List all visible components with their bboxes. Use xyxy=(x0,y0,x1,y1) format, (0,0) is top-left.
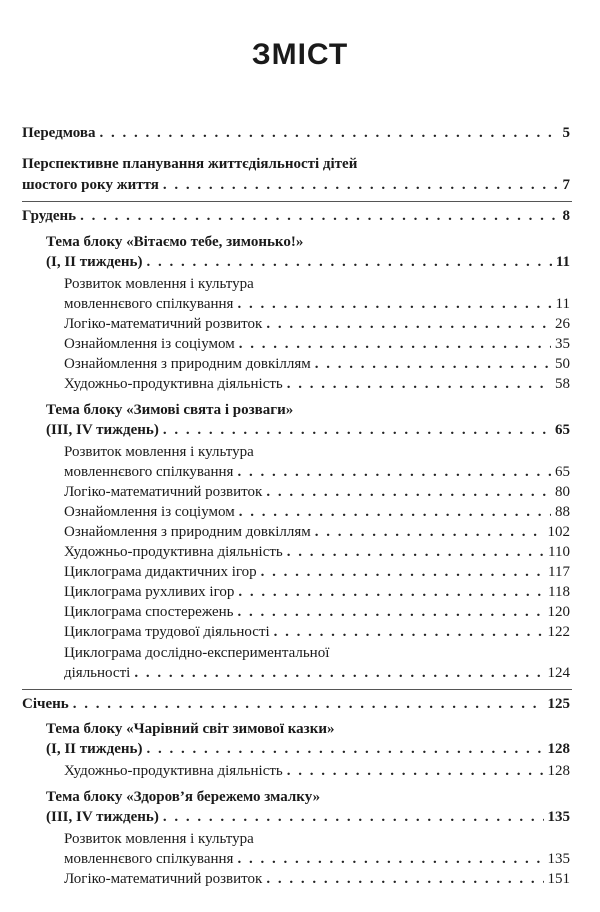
leader-dots xyxy=(73,694,544,714)
leader-dots xyxy=(237,462,551,482)
leader-dots xyxy=(237,294,551,314)
toc-entry-t2-doslid[interactable] xyxy=(64,663,570,683)
leader-dots xyxy=(134,663,543,683)
toc-entry-tema4[interactable] xyxy=(46,807,570,827)
toc-page-number: 135 xyxy=(547,809,570,825)
leader-dots xyxy=(287,761,544,781)
section-divider xyxy=(22,689,572,690)
toc-entry-label: Логіко-математичний розвиток xyxy=(64,484,263,500)
toc-page-number: 124 xyxy=(547,665,570,681)
toc-page-number: 125 xyxy=(547,696,570,712)
leader-dots xyxy=(163,420,551,440)
toc-entry-tema2[interactable] xyxy=(46,420,570,440)
toc-entry-sichen[interactable] xyxy=(22,694,570,714)
toc-entry-label: Січень xyxy=(22,696,69,712)
toc-page-number: 11 xyxy=(555,254,570,270)
toc-page-number: 35 xyxy=(555,336,570,352)
toc-entry-label: шостого року життя xyxy=(22,177,159,193)
toc-entry-label: Художньо-продуктивна діяльність xyxy=(64,544,283,560)
toc-entry-t2-rukhlyvi[interactable] xyxy=(64,582,570,602)
toc-page-number: 80 xyxy=(555,484,570,500)
toc-entry-hruden[interactable] xyxy=(22,206,570,226)
toc-page-number: 8 xyxy=(562,208,570,224)
toc-entry-label: Передмова xyxy=(22,125,96,141)
toc-entry-label: Ознайомлення з природним довкіллям xyxy=(64,356,311,372)
toc-page-number: 117 xyxy=(548,564,570,580)
toc-entry-tema3-line1[interactable]: Тема блоку «Чарівний світ зимової казки» xyxy=(46,721,335,737)
toc-page-number: 120 xyxy=(547,604,570,620)
leader-dots xyxy=(287,542,544,562)
toc-entry-t2-pryroda[interactable] xyxy=(64,522,570,542)
toc-entry-t2-didakt[interactable] xyxy=(64,562,570,582)
toc-entry-tema2-line1[interactable]: Тема блоку «Зимові свята і розваги» xyxy=(46,402,294,418)
toc-entry-t2-rozvytok-line1[interactable]: Розвиток мовлення і культура xyxy=(64,444,254,460)
leader-dots xyxy=(287,374,551,394)
toc-page-number: 102 xyxy=(547,524,570,540)
toc-page-number: 58 xyxy=(555,376,570,392)
toc-entry-label: (І, ІІ тиждень) xyxy=(46,741,143,757)
toc-entry-label: мовленнєвого спілкування xyxy=(64,851,234,867)
toc-entry-t1-khud[interactable] xyxy=(64,374,570,394)
toc-entry-t2-doslid-line1[interactable]: Циклограма дослідно-експериментальної xyxy=(64,645,330,661)
toc-entry-t4-logiko[interactable] xyxy=(64,869,570,889)
toc-entry-t1-pryroda[interactable] xyxy=(64,354,570,374)
leader-dots xyxy=(239,334,551,354)
toc-entry-t2-logiko[interactable] xyxy=(64,482,570,502)
toc-entry-tema1-line1[interactable]: Тема блоку «Вітаємо тебе, зимонько!» xyxy=(46,234,304,250)
toc-entry-tema1[interactable] xyxy=(46,252,570,272)
toc-entry-t1-logiko[interactable] xyxy=(64,314,570,334)
toc-entry-label: мовленнєвого спілкування xyxy=(64,464,234,480)
toc-entry-t2-sotsium[interactable] xyxy=(64,502,570,522)
leader-dots xyxy=(315,354,551,374)
toc-page-number: 110 xyxy=(548,544,570,560)
toc-page-number: 151 xyxy=(547,871,570,887)
leader-dots xyxy=(163,175,559,195)
toc-entry-label: Циклограма рухливих ігор xyxy=(64,584,235,600)
toc-entry-tema4-line1[interactable]: Тема блоку «Здоров’я бережемо змалку» xyxy=(46,789,321,805)
toc-entry-t1-rozvytok-line1[interactable]: Розвиток мовлення і культура xyxy=(64,276,254,292)
toc-page-number: 11 xyxy=(555,296,570,312)
toc-entry-label: (ІІІ, IV тиждень) xyxy=(46,422,159,438)
toc-entry-perspektyvne[interactable] xyxy=(22,175,570,195)
leader-dots xyxy=(238,602,544,622)
toc-entry-t1-rozvytok[interactable] xyxy=(64,294,570,314)
toc-entry-t2-khud[interactable] xyxy=(64,542,570,562)
leader-dots xyxy=(266,482,551,502)
toc-entry-label: Художньо-продуктивна діяльність xyxy=(64,376,283,392)
leader-dots xyxy=(266,869,543,889)
toc-entry-tema3[interactable] xyxy=(46,739,570,759)
toc-page-number: 26 xyxy=(555,316,570,332)
toc-entry-label: Ознайомлення із соціумом xyxy=(64,336,235,352)
page-title: ЗМІСТ xyxy=(251,38,349,71)
toc-entry-t4-rozvytok-line1[interactable]: Розвиток мовлення і культура xyxy=(64,831,254,847)
leader-dots xyxy=(146,739,543,759)
toc-page-number: 128 xyxy=(547,763,570,779)
toc-entry-t2-sposter[interactable] xyxy=(64,602,570,622)
toc-page-number: 7 xyxy=(562,177,570,193)
toc-entry-label: Циклограма дидактичних ігор xyxy=(64,564,257,580)
leader-dots xyxy=(274,622,544,642)
toc-page-number: 118 xyxy=(548,584,570,600)
toc-entry-t4-rozvytok[interactable] xyxy=(64,849,570,869)
leader-dots xyxy=(99,123,558,143)
section-divider xyxy=(22,201,572,202)
toc-entry-label: (ІІІ, IV тиждень) xyxy=(46,809,159,825)
toc-entry-label: Логіко-математичний розвиток xyxy=(64,316,263,332)
leader-dots xyxy=(266,314,551,334)
leader-dots xyxy=(315,522,544,542)
toc-page-number: 65 xyxy=(555,422,570,438)
toc-entry-label: Ознайомлення із соціумом xyxy=(64,504,235,520)
leader-dots xyxy=(238,582,544,602)
leader-dots xyxy=(261,562,544,582)
toc-entry-perspektyvne-line1[interactable]: Перспективне планування життєдіяльності дітей xyxy=(22,156,358,172)
leader-dots xyxy=(80,206,558,226)
toc-entry-label: Циклограма спостережень xyxy=(64,604,234,620)
toc-page-number: 5 xyxy=(562,125,570,141)
leader-dots xyxy=(239,502,551,522)
toc-page-number: 65 xyxy=(555,464,570,480)
toc-entry-t2-trud[interactable] xyxy=(64,622,570,642)
toc-entry-t1-sotsium[interactable] xyxy=(64,334,570,354)
toc-entry-peredmova[interactable] xyxy=(22,123,570,143)
toc-entry-label: Циклограма трудової діяльності xyxy=(64,624,270,640)
toc-entry-label: (І, ІІ тиждень) xyxy=(46,254,143,270)
toc-page-number: 122 xyxy=(547,624,570,640)
toc-page-number: 88 xyxy=(555,504,570,520)
toc-entry-label: діяльності xyxy=(64,665,131,681)
toc-entry-label: Грудень xyxy=(22,208,77,224)
toc-entry-label: Художньо-продуктивна діяльність xyxy=(64,763,283,779)
toc-entry-label: Логіко-математичний розвиток xyxy=(64,871,263,887)
toc-page-number: 128 xyxy=(547,741,570,757)
toc-entry-t3-khud[interactable] xyxy=(64,761,570,781)
leader-dots xyxy=(146,252,551,272)
toc-entry-t2-rozvytok[interactable] xyxy=(64,462,570,482)
toc-entry-label: Ознайомлення з природним довкіллям xyxy=(64,524,311,540)
toc-entry-label: мовленнєвого спілкування xyxy=(64,296,234,312)
toc-page-number: 135 xyxy=(547,851,570,867)
toc-page-number: 50 xyxy=(555,356,570,372)
leader-dots xyxy=(163,807,544,827)
leader-dots xyxy=(237,849,543,869)
